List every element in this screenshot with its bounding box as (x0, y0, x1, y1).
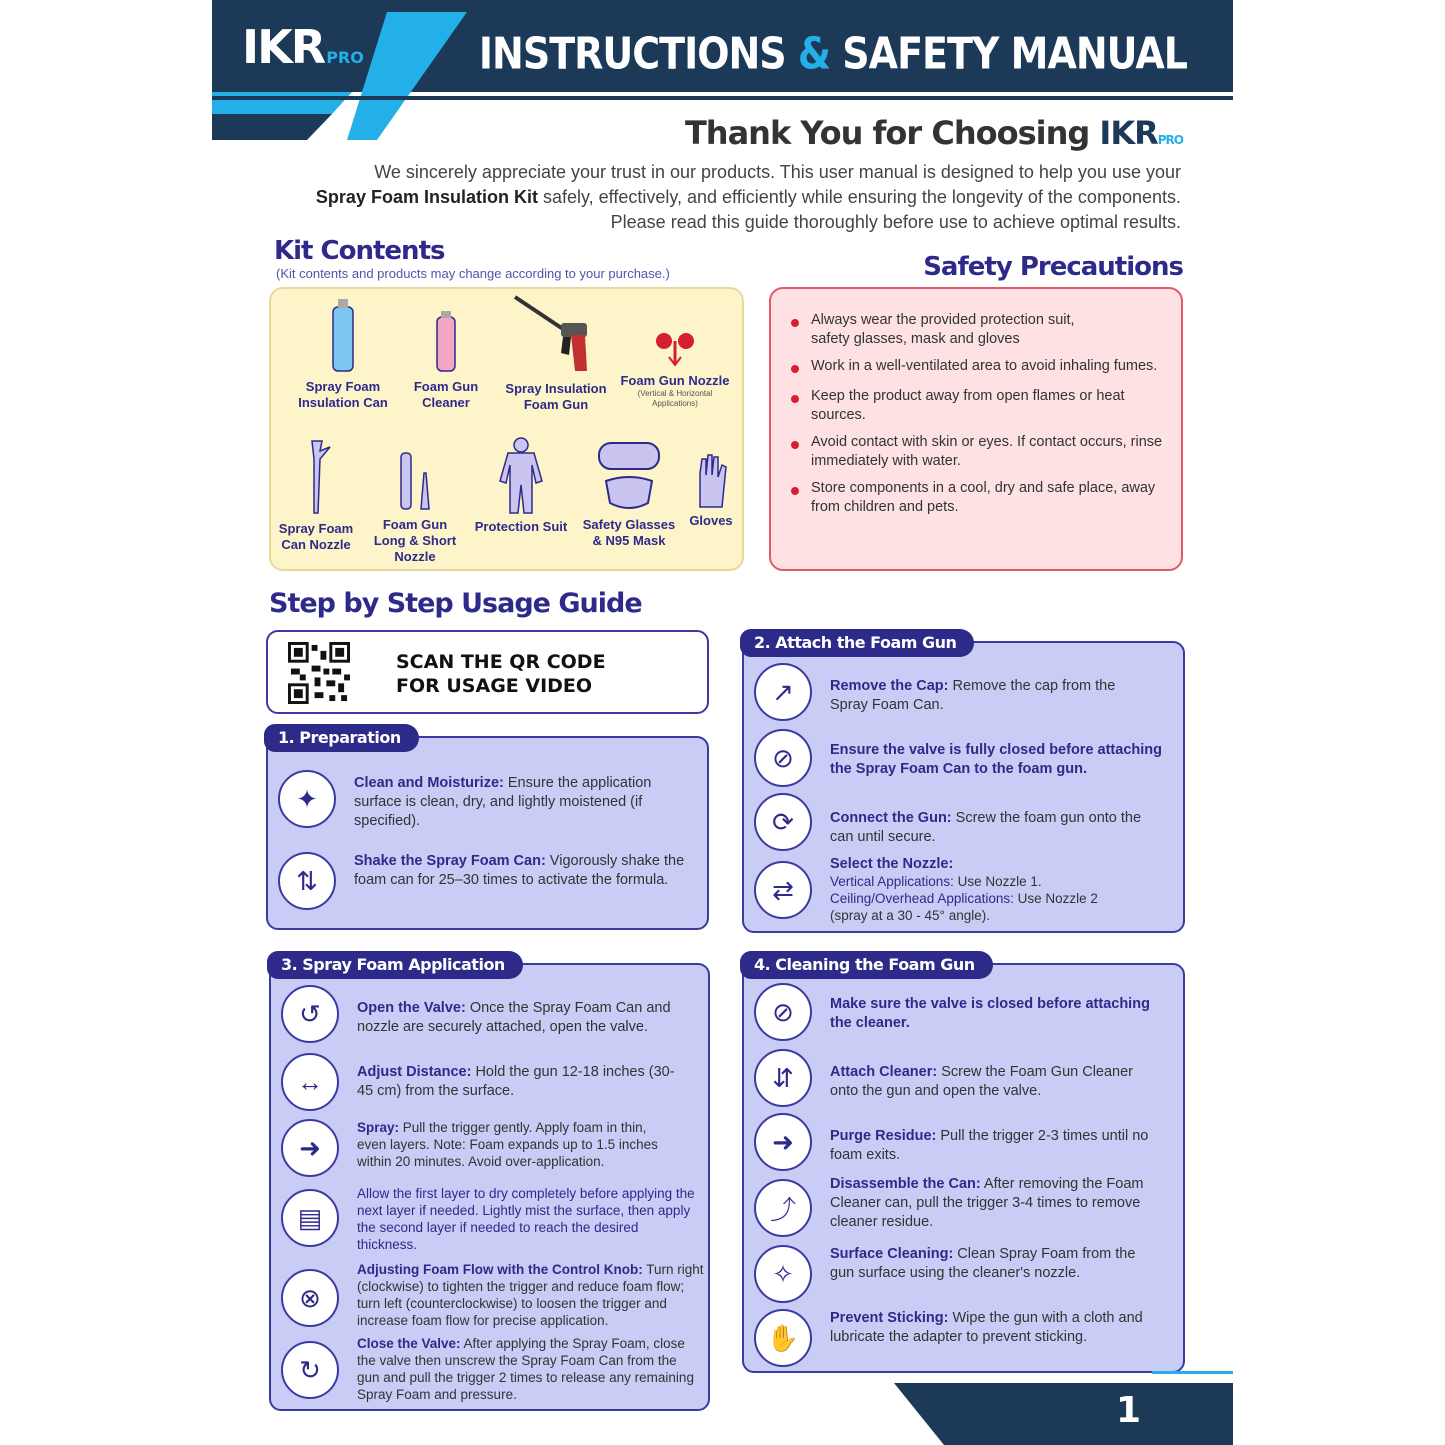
kit-contents-subtitle: (Kit contents and products may change according to your purchase.) (276, 266, 670, 281)
footer-rule (1152, 1371, 1233, 1374)
thank-you-heading: Thank You for Choosing IKRPRO (684, 114, 1183, 152)
surface-clean-icon: ✧ (754, 1245, 812, 1303)
step-item (754, 983, 1177, 1045)
distance-icon: ↔ (281, 1053, 339, 1111)
step-item (281, 1187, 702, 1257)
wipe-cloth-icon: ✋ (754, 1309, 812, 1367)
manual-page (212, 0, 1233, 1445)
step-text: Spray: Pull the trigger gently. Apply foam in thin, even layers. Note: Foam expands up to 1.5 inches within 20 minutes. Avoid over-application. (357, 1120, 658, 1169)
step-text: Attach Cleaner: Screw the Foam Gun Cleaner onto the gun and open the valve. (830, 1064, 1134, 1099)
layer-dry-icon: ▤ (281, 1189, 339, 1247)
step-item (754, 857, 1177, 931)
spray-application-card (269, 955, 710, 1411)
close-valve-icon: ↻ (281, 1341, 339, 1399)
cleaning-icon: ✦ (278, 770, 336, 828)
connect-gun-icon: ⟳ (754, 793, 812, 851)
step-text: Surface Cleaning: Clean Spray Foam from the gun surface using the cleaner's nozzle. (830, 1246, 1136, 1281)
step-text: Adjusting Foam Flow with the Control Knob: Turn right (clockwise) to tighten the trigger and reduce foam flow; turn left (counterclockwise) to loosen the trigger and increase foam flow for precise application. (357, 1262, 704, 1328)
step-text: Open the Valve: Once the Spray Foam Can and nozzle are securely attached, open the valve. (357, 1000, 671, 1035)
preparation-tab: 1. Preparation (264, 724, 419, 752)
step-item (754, 793, 1177, 855)
nozzle-icon (650, 323, 700, 369)
safety-list (791, 311, 1175, 517)
preparation-card (266, 728, 709, 930)
protection-suit-icon (496, 435, 546, 515)
kit-item: Foam Gun Cleaner (401, 309, 491, 411)
foam-gun-icon (511, 293, 601, 377)
long-short-nozzle-icon (395, 449, 435, 513)
qr-caption: SCAN THE QR CODE FOR USAGE VIDEO (396, 651, 606, 697)
footer-band (894, 1383, 1233, 1445)
step-text: Ensure the valve is fully closed before attaching the Spray Foam Can to the foam gun. (830, 742, 1162, 777)
step-text: Prevent Sticking: Wipe the gun with a cloth and lubricate the adapter to prevent sticking. (830, 1310, 1143, 1345)
step-text: Connect the Gun: Screw the foam gun onto the can until secure. (830, 810, 1142, 845)
valve-closed-icon: ⊘ (754, 729, 812, 787)
safety-heading: Safety Precautions (923, 252, 1183, 282)
gloves-icon (694, 451, 728, 509)
cleaning-card (742, 955, 1185, 1373)
step-text: Allow the first layer to dry completely before applying the next layer if needed. Lightly mist the surface, then apply the second layer if needed to reach the desired thickness. (357, 1186, 695, 1252)
step-item (281, 1263, 702, 1335)
cleaning-tab: 4. Cleaning the Foam Gun (740, 951, 993, 979)
step-item (278, 850, 701, 920)
qr-code-icon[interactable] (288, 642, 350, 704)
usage-guide-heading: Step by Step Usage Guide (269, 588, 642, 619)
shake-can-icon: ⇅ (278, 852, 336, 910)
step-item (281, 1337, 702, 1409)
step-text: Clean and Moisturize: Ensure the application surface is clean, dry, and lightly moistened (if specified). (354, 775, 652, 829)
safety-item: Avoid contact with skin or eyes. If contact occurs, rinse immediately with water. (791, 433, 1175, 471)
cleaner-can-icon (431, 309, 461, 375)
kit-contents-heading: Kit Contents (274, 236, 445, 266)
kit-item: Gloves (683, 451, 739, 529)
step-item (754, 1245, 1177, 1307)
step-text: Make sure the valve is closed before attaching the cleaner. (830, 996, 1150, 1031)
can-nozzle-icon (296, 437, 336, 517)
step-item (754, 1049, 1177, 1111)
safety-item: Always wear the provided protection suit, safety glasses, mask and gloves (791, 311, 1091, 349)
select-nozzle-icon: ⇄ (754, 861, 812, 919)
remove-cap-icon: ↗ (754, 663, 812, 721)
kit-item: Protection Suit (471, 435, 571, 535)
spray-application-tab: 3. Spray Foam Application (267, 951, 523, 979)
safety-precautions-panel (769, 287, 1183, 571)
step-text: Disassemble the Can: After removing the Foam Cleaner can, pull the trigger 3-4 times to remove cleaner residue. (830, 1176, 1144, 1230)
attach-gun-tab: 2. Attach the Foam Gun (740, 629, 974, 657)
disassemble-icon: ⤴ (754, 1179, 812, 1237)
glasses-mask-icon (596, 439, 662, 513)
control-knob-icon: ⊗ (281, 1269, 339, 1327)
kit-item: Foam Gun Long & Short Nozzle (371, 449, 459, 565)
step-item (281, 1117, 702, 1179)
kit-contents-panel (269, 287, 744, 571)
brand-logo: IKR PRO (242, 20, 364, 74)
kit-item: Spray Foam Insulation Can (293, 295, 393, 411)
step-item (278, 768, 701, 838)
intro-paragraph: We sincerely appreciate your trust in our products. This user manual is designed to help you use your Spray Foam Insulation Kit safely, effectively, and efficiently while ensuring the longevity of the components. Please read this guide thoroughly before use to achieve optimal results. (315, 162, 1181, 232)
header-rule (212, 96, 1233, 100)
step-text: Close the Valve: After applying the Spray Foam, close the valve then unscrew the Spray Foam Can from the gun and pull the trigger 2 times to release any remaining Spray Foam and pressure. (357, 1336, 694, 1402)
step-item (754, 1113, 1177, 1175)
kit-item: Safety Glasses & N95 Mask (581, 439, 677, 549)
spray-can-icon (323, 295, 363, 375)
open-valve-icon: ↺ (281, 985, 339, 1043)
purge-icon: ➜ (754, 1113, 812, 1171)
step-item (754, 1176, 1177, 1241)
safety-item: Work in a well-ventilated area to avoid inhaling fumes. (791, 357, 1175, 376)
step-text: Shake the Spray Foam Can: Vigorously shake the foam can for 25–30 times to activate the formula. (354, 853, 685, 888)
kit-item: Spray Insulation Foam Gun (501, 293, 611, 413)
step-item (754, 1309, 1177, 1371)
safety-item: Store components in a cool, dry and safe place, away from children and pets. (791, 479, 1175, 517)
page-title: INSTRUCTIONS & SAFETY MANUAL (478, 28, 1187, 79)
kit-item: Foam Gun Nozzle (Vertical & Horizontal Applications) (616, 323, 734, 409)
step-item (754, 729, 1177, 791)
attach-cleaner-icon: ⇵ (754, 1049, 812, 1107)
qr-code-panel[interactable] (266, 630, 709, 714)
step-item (754, 663, 1177, 725)
spray-trigger-icon: ➜ (281, 1119, 339, 1177)
attach-gun-card (742, 633, 1185, 933)
step-item (281, 1051, 702, 1113)
step-text: Purge Residue: Pull the trigger 2-3 times until no foam exits. (830, 1128, 1149, 1163)
step-text: Remove the Cap: Remove the cap from the Spray Foam Can. (830, 678, 1116, 713)
step-text: Adjust Distance: Hold the gun 12-18 inches (30-45 cm) from the surface. (357, 1064, 675, 1099)
step-text: Select the Nozzle: Vertical Applications: Use Nozzle 1. Ceiling/Overhead Applications: Use Nozzle 2 (spray at a 30 - 45° angle). (830, 856, 1098, 923)
kit-item: Spray Foam Can Nozzle (275, 437, 357, 553)
step-item (281, 983, 702, 1045)
safety-item: Keep the product away from open flames or heat sources. (791, 387, 1175, 425)
page-number: 1 (1115, 1390, 1141, 1431)
valve-closed-icon: ⊘ (754, 983, 812, 1041)
